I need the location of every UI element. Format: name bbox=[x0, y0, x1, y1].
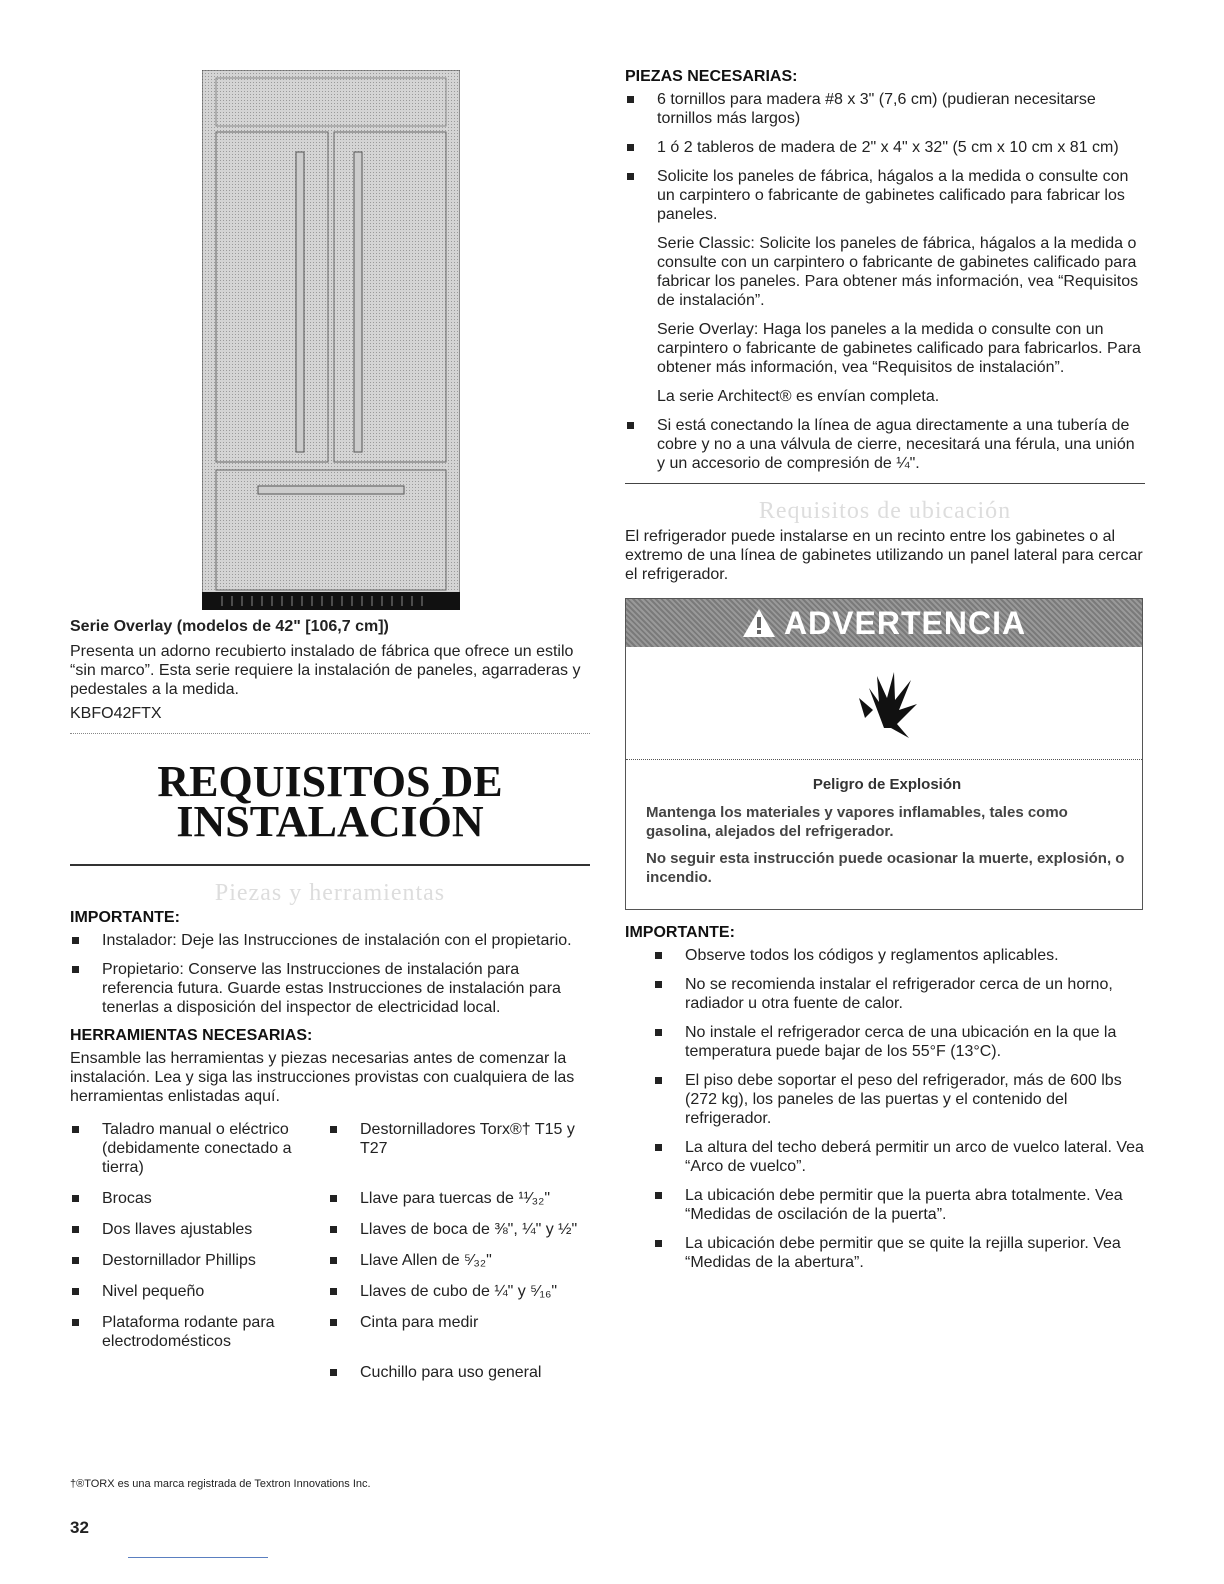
warning-header-text: ADVERTENCIA bbox=[783, 604, 1027, 641]
list-item: Llaves de cubo de ¼" y ⁵⁄₁₆" bbox=[328, 1282, 590, 1301]
list-item: Llave Allen de ⁵⁄₃₂" bbox=[328, 1251, 590, 1270]
warning-box bbox=[625, 598, 1143, 910]
underline-decoration bbox=[128, 1557, 268, 1558]
warning-line2: No seguir esta instrucción puede ocasionar la muerte, explosión, o incendio. bbox=[646, 850, 1125, 886]
page-number: 32 bbox=[70, 1518, 89, 1537]
warning-header bbox=[626, 599, 1142, 647]
divider bbox=[625, 483, 1145, 484]
warning-triangle-icon bbox=[742, 608, 776, 638]
title-rule bbox=[70, 864, 590, 866]
warning-title: Peligro de Explosión bbox=[812, 776, 962, 793]
list-item: El piso debe soportar el peso del refrigerador, más de 600 lbs (272 kg), los paneles de las puertas y el contenido del refrigerador. bbox=[653, 1071, 1145, 1128]
list-item: No se recomienda instalar el refrigerador cerca de un horno, radiador u otra fuente de calor. bbox=[653, 975, 1145, 1013]
list-item: Observe todos los códigos y reglamentos aplicables. bbox=[653, 946, 1145, 965]
list-item: 6 tornillos para madera #8 x 3" (7,6 cm) (pudieran necesitarse tornillos más largos) bbox=[625, 90, 1145, 128]
list-item: No instale el refrigerador cerca de una ubicación en la que la temperatura puede bajar de los 55°F (13°C). bbox=[653, 1023, 1145, 1061]
left-column bbox=[70, 70, 590, 1394]
list-item: Taladro manual o eléctrico (debidamente conectado a tierra) bbox=[70, 1120, 328, 1177]
parts-list-cont bbox=[625, 416, 1145, 473]
figure-caption-title: Serie Overlay (modelos de 42" [106,7 cm]) bbox=[70, 618, 389, 635]
list-item: Llave para tuercas de ¹¹⁄₃₂" bbox=[328, 1189, 590, 1208]
section-heading-location: Requisitos de ubicación bbox=[758, 498, 1012, 524]
list-item: La altura del techo deberá permitir un arco de vuelco lateral. Vea “Arco de vuelco”. bbox=[653, 1138, 1145, 1176]
list-item: Plataforma rodante para electrodomésticos bbox=[70, 1313, 328, 1351]
list-item: Cuchillo para uso general bbox=[328, 1363, 590, 1382]
important-list bbox=[70, 931, 590, 1017]
list-item: Nivel pequeño bbox=[70, 1282, 328, 1301]
list-item: La ubicación debe permitir que la puerta abra totalmente. Vea “Medidas de oscilación de la puerta”. bbox=[653, 1186, 1145, 1224]
footnote: †®TORX es una marca registrada de Textron Innovations Inc. bbox=[70, 1478, 371, 1490]
tools-intro: Ensamble las herramientas y piezas necesarias antes de comenzar la instalación. Lea y siga las instrucciones provistas con cualquiera de las herramientas enlistadas aquí. bbox=[70, 1050, 575, 1105]
page-title bbox=[70, 757, 590, 846]
tools-heading: HERRAMIENTAS NECESARIAS: bbox=[70, 1027, 313, 1044]
page-title-line2: INSTALACIÓN bbox=[176, 797, 484, 846]
divider bbox=[70, 733, 590, 734]
important-label: IMPORTANTE: bbox=[70, 909, 180, 926]
location-intro: El refrigerador puede instalarse en un recinto entre los gabinetes o al extremo de una línea de gabinetes utilizando un panel lateral para cercar el refrigerador. bbox=[625, 528, 1143, 583]
explosion-icon bbox=[839, 658, 929, 748]
list-item: Si está conectando la línea de agua directamente a una tubería de cobre y no a una válvula de cierre, necesitará una férula, una unión y un accesorio de compresión de ¼". bbox=[625, 416, 1145, 473]
refrigerator-drawing bbox=[202, 70, 460, 610]
list-item: Cinta para medir bbox=[328, 1313, 590, 1351]
page-title-line1: REQUISITOS DE bbox=[157, 757, 503, 806]
empty-cell bbox=[70, 1363, 328, 1394]
series-note-overlay: Serie Overlay: Haga los paneles a la medida o consulte con un carpintero o fabricante de gabinetes calificado para fabricarlos. Para obtener más información, vea “Requisitos de instalación”. bbox=[657, 321, 1141, 376]
list-item: La ubicación debe permitir que se quite la rejilla superior. Vea “Medidas de la abertura”. bbox=[653, 1234, 1145, 1272]
parts-list bbox=[625, 90, 1145, 224]
list-item: Solicite los paneles de fábrica, hágalos a la medida o consulte con un carpintero o fabricante de gabinetes calificado para fabricar los paneles. bbox=[625, 167, 1145, 224]
list-item: Propietario: Conserve las Instrucciones de instalación para referencia futura. Guarde estas Instrucciones de instalación para tenerlas a disposición del inspector de electricidad local. bbox=[70, 960, 590, 1017]
section-heading-parts-tools: Piezas y herramientas bbox=[214, 880, 446, 906]
right-column bbox=[625, 66, 1145, 1282]
parts-heading: PIEZAS NECESARIAS: bbox=[625, 68, 798, 85]
tools-list bbox=[70, 1120, 590, 1394]
list-item: Destornilladores Torx®† T15 y T27 bbox=[328, 1120, 590, 1177]
series-note-classic: Serie Classic: Solicite los paneles de fábrica, hágalos a la medida o consulte con un carpintero o fabricante de gabinetes calificado para fabricar los paneles. Para obtener más información, vea “Requisitos de instalación”. bbox=[657, 235, 1139, 309]
list-item: Llaves de boca de ⅜", ¼" y ½" bbox=[328, 1220, 590, 1239]
list-item: Dos llaves ajustables bbox=[70, 1220, 328, 1239]
refrigerator-illustration bbox=[202, 70, 460, 610]
model-number: KBFO42FTX bbox=[70, 705, 162, 722]
list-item: Destornillador Phillips bbox=[70, 1251, 328, 1270]
figure-caption-text: Presenta un adorno recubierto instalado de fábrica que ofrece un estilo “sin marco”. Esta serie requiere la instalación de paneles, agarraderas y pedestales a la medida. bbox=[70, 643, 581, 698]
warning-line1: Mantenga los materiales y vapores inflamables, tales como gasolina, alejados del refrigerador. bbox=[646, 804, 1068, 840]
series-note-architect: La serie Architect® es envían completa. bbox=[657, 388, 940, 405]
list-item: 1 ó 2 tableros de madera de 2" x 4" x 32" (5 cm x 10 cm x 81 cm) bbox=[625, 138, 1145, 157]
list-item: Instalador: Deje las Instrucciones de instalación con el propietario. bbox=[70, 931, 590, 950]
list-item: Brocas bbox=[70, 1189, 328, 1208]
important-label-right: IMPORTANTE: bbox=[625, 924, 735, 941]
important-list-right bbox=[653, 946, 1145, 1272]
